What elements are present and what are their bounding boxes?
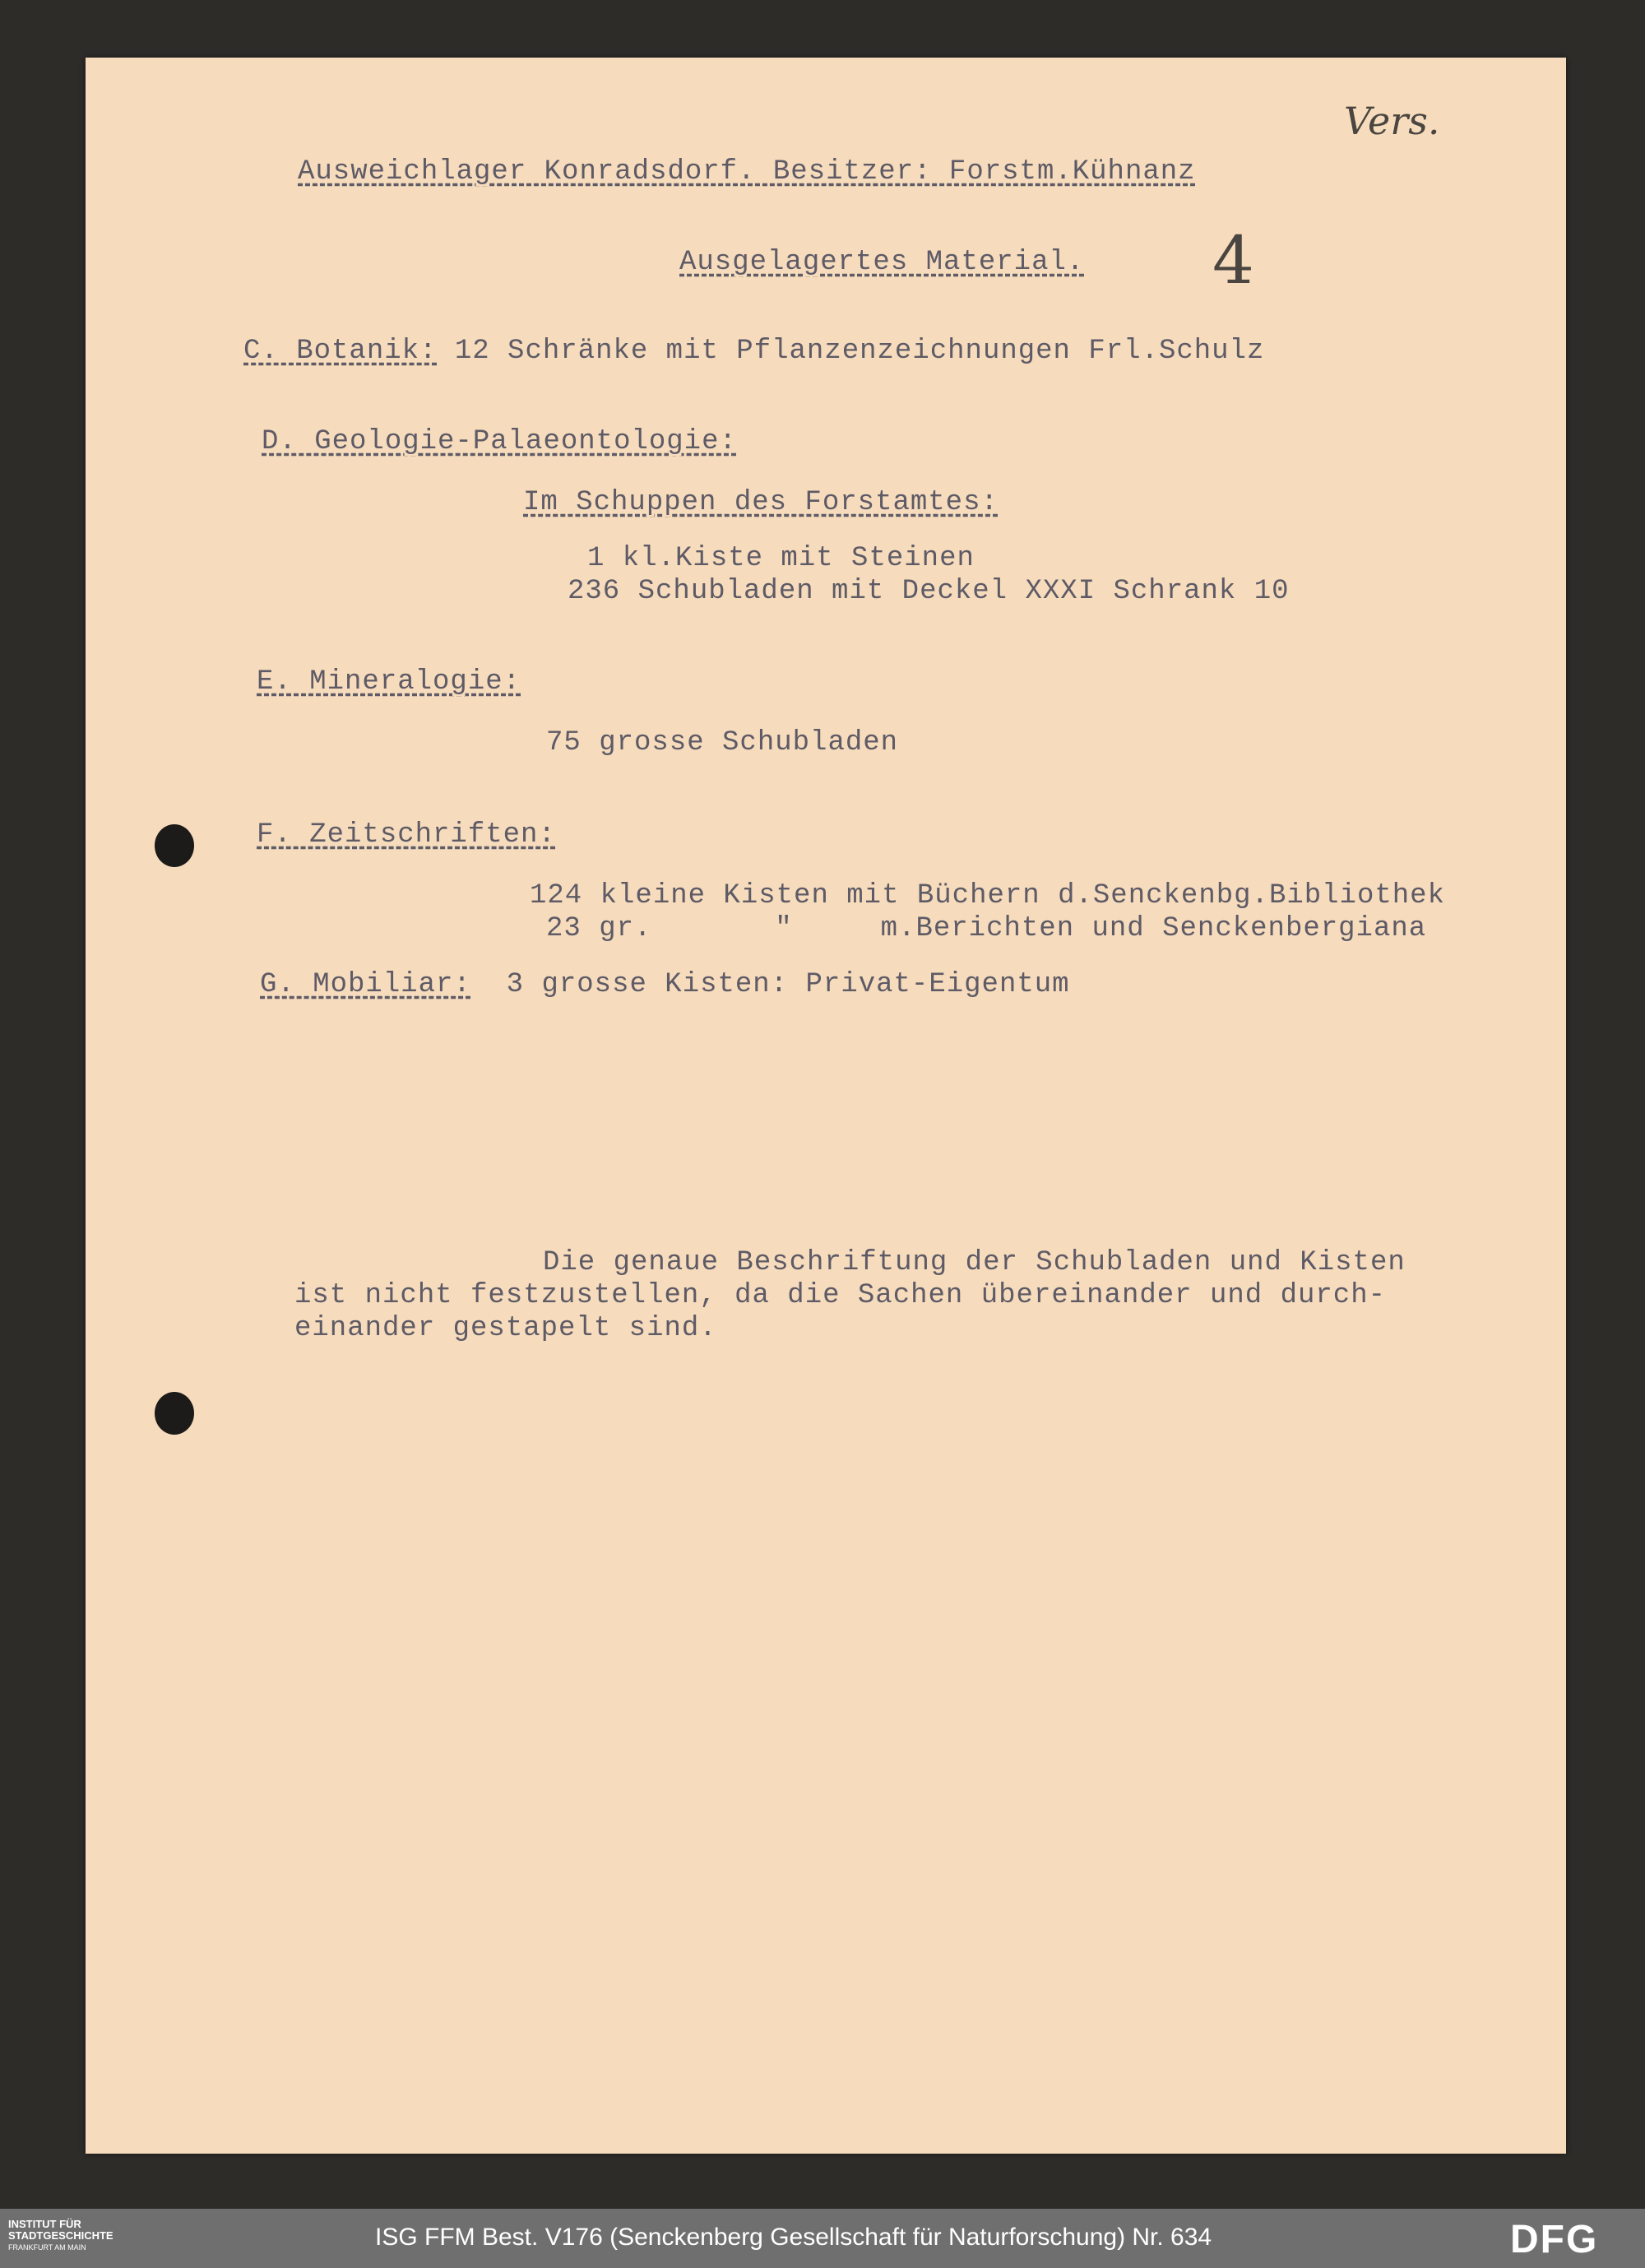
section-g [260,969,1070,1000]
section-d-label: D. Geologie-Palaeontologie: [262,426,737,457]
handwritten-annotation: Vers. [1344,99,1440,143]
dfg-logo: DFG [1510,2218,1599,2261]
section-f-label: F. Zeitschriften: [257,819,556,851]
note-line: Die genaue Beschriftung der Schubladen und Kisten [543,1247,1406,1278]
section-e-label: E. Mineralogie: [257,666,521,698]
note-line: ist nicht festzustellen, da die Sachen übereinander und durch- [294,1280,1387,1311]
isg-logo [8,2219,164,2253]
note-line: einander gestapelt sind. [294,1313,717,1344]
handwritten-page-number: 4 [1212,222,1254,299]
punch-hole [155,1392,194,1435]
section-f-line: 124 kleine Kisten mit Büchern d.Senckenbg.Bibliothek [530,880,1445,911]
isg-logo-line: INSTITUT FÜR [8,2218,81,2230]
section-c [243,336,1264,367]
isg-logo-line: FRANKFURT AM MAIN [8,2243,86,2252]
footer-caption: ISG FFM Best. V176 (Senckenberg Gesellschaft für Naturforschung) Nr. 634 [375,2224,1212,2251]
section-g-label: G. Mobiliar: [260,969,471,1000]
section-e-line: 75 grosse Schubladen [546,727,899,758]
document-subtitle: Ausgelagertes Material. [679,247,1085,278]
viewer-footer [0,2209,1645,2268]
punch-hole [155,824,194,867]
section-g-text: 3 grosse Kisten: Privat-Eigentum [506,969,1070,1000]
document-page [86,58,1566,2154]
section-c-label: C. Botanik: [243,336,438,367]
section-d-line: 236 Schubladen mit Deckel XXXI Schrank 10 [568,576,1290,607]
isg-logo-line: STADTGESCHICHTE [8,2229,114,2242]
section-d-sublabel: Im Schuppen des Forstamtes: [523,487,999,518]
section-f-line: 23 gr. " m.Berichten und Senckenbergiana [546,913,1427,944]
section-d-line: 1 kl.Kiste mit Steinen [587,543,975,574]
section-c-text: 12 Schränke mit Pflanzenzeichnungen Frl.Schulz [454,336,1265,367]
document-header: Ausweichlager Konradsdorf. Besitzer: Forstm.Kühnanz [298,156,1196,188]
